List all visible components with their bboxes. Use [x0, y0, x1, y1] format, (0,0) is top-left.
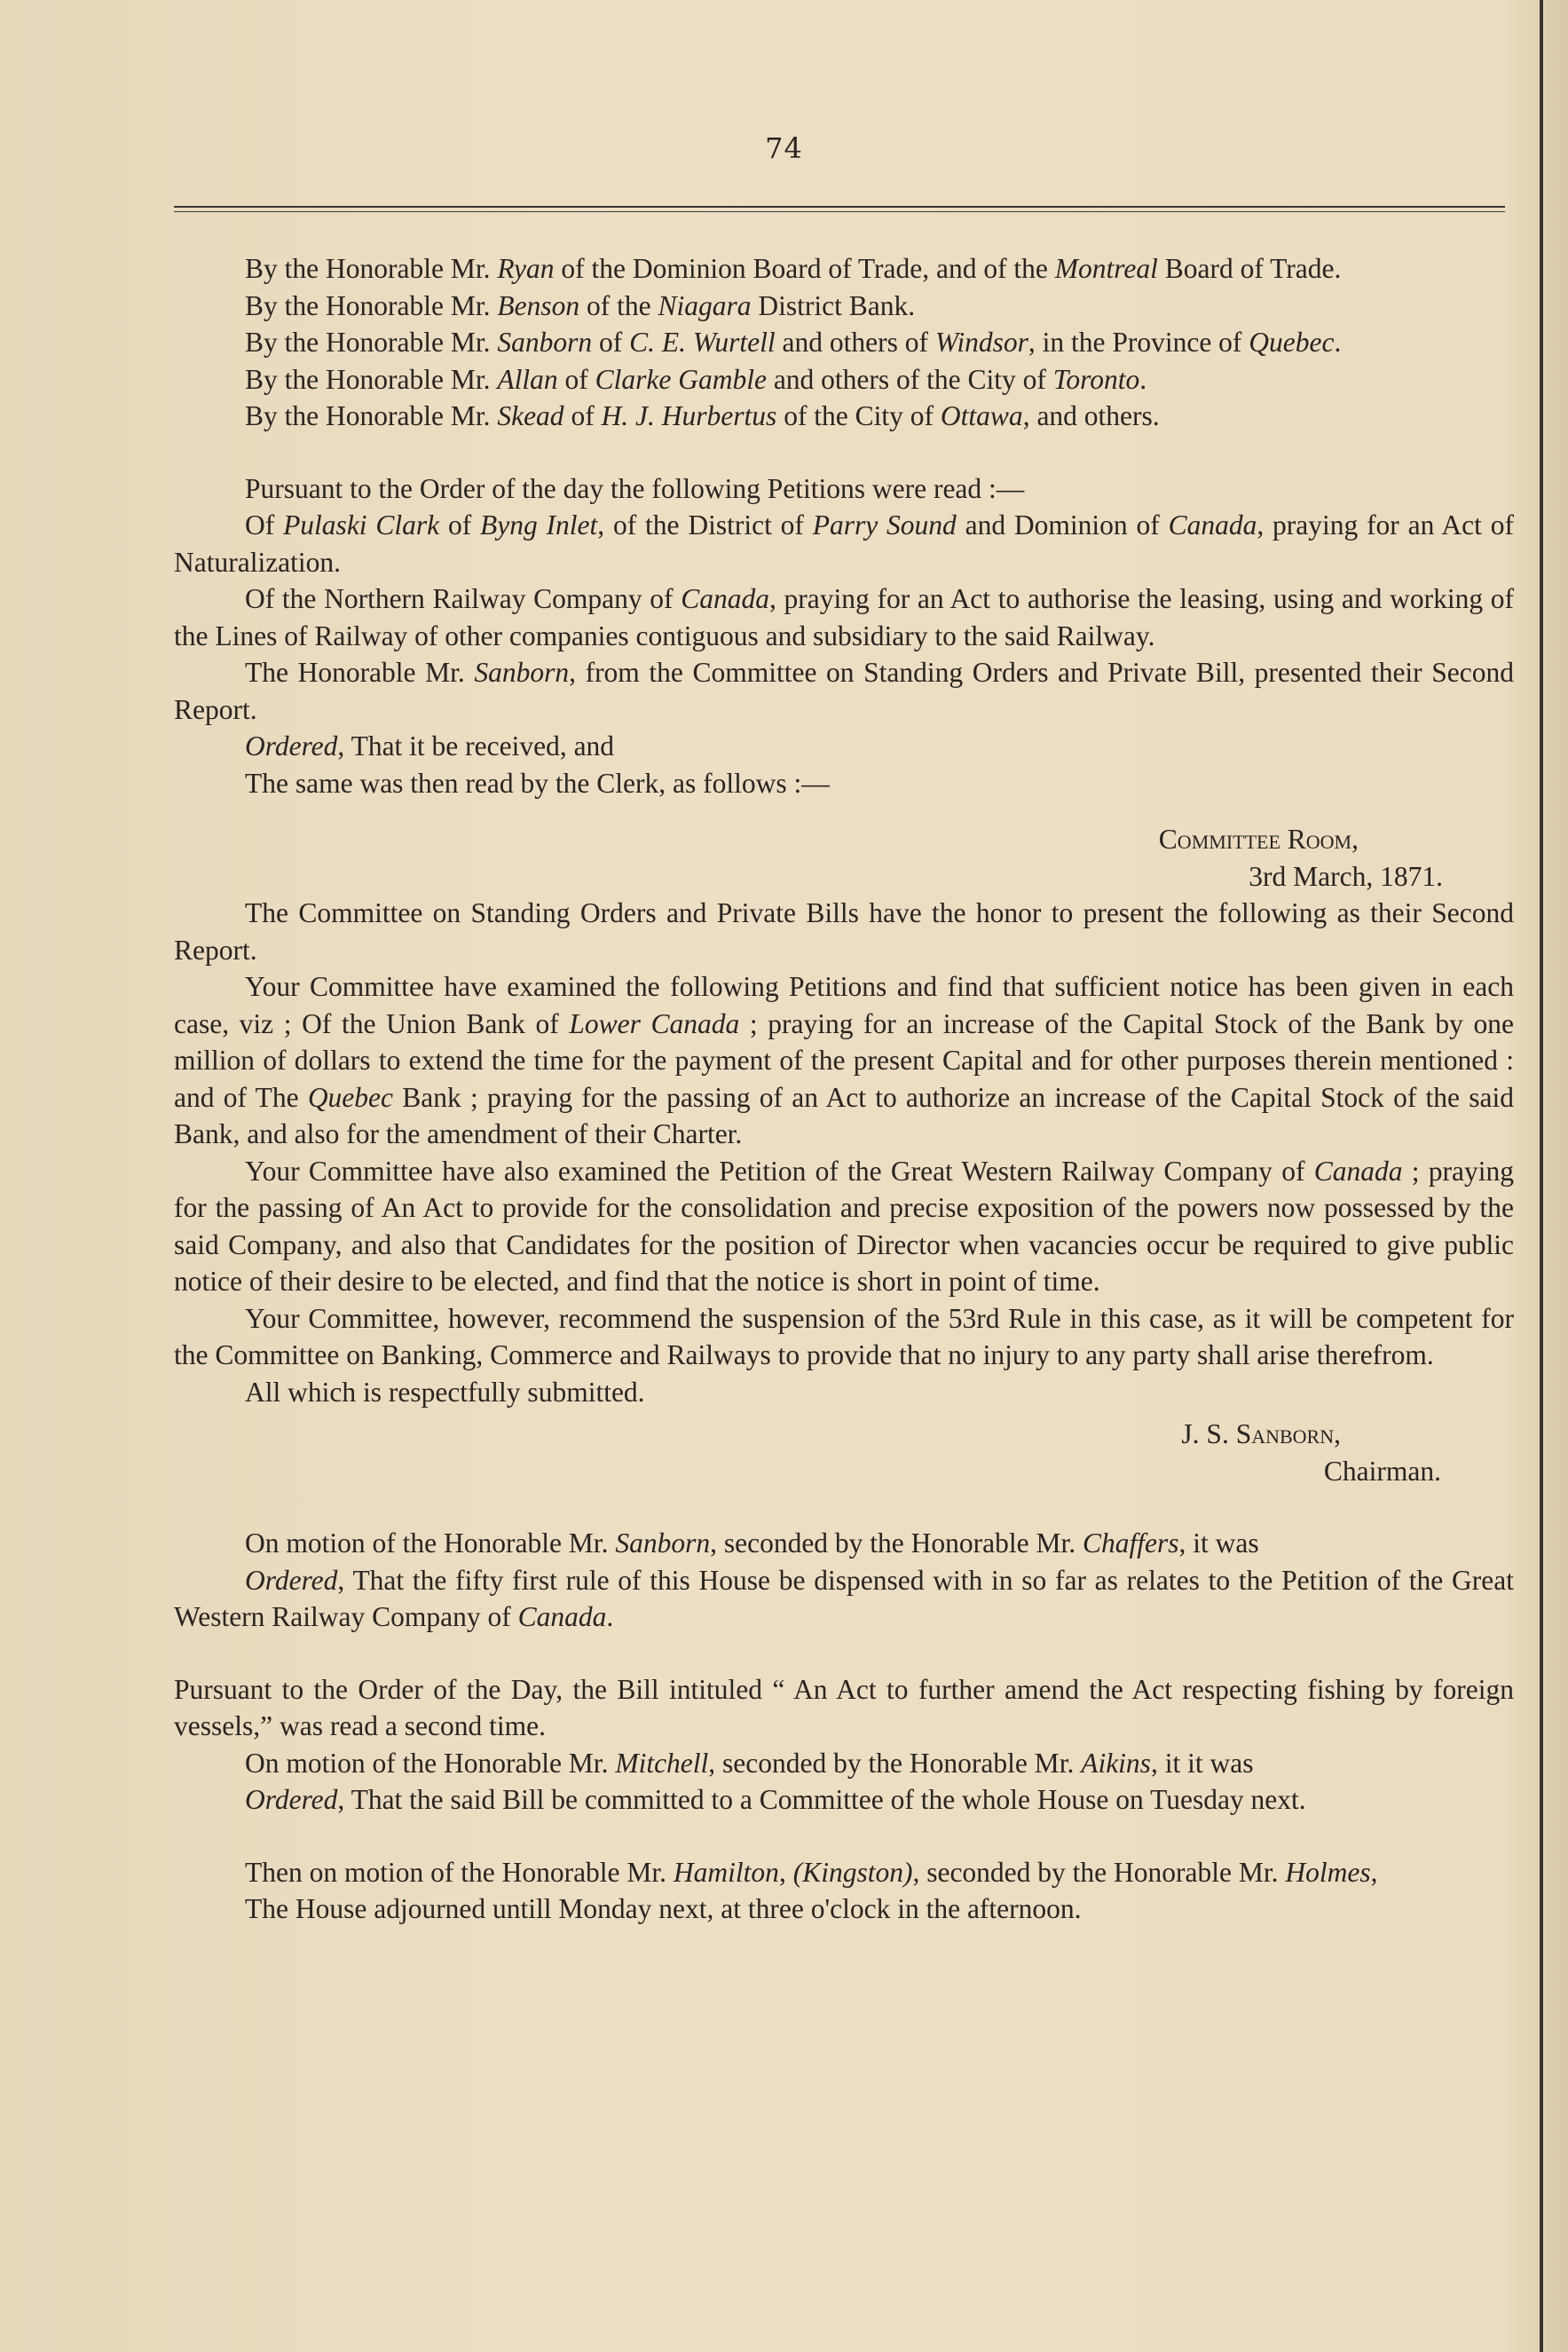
- journal-body: [174, 250, 1514, 1928]
- report-paragraph: Your Committee, however, recommend the suspension of the 53rd Rule in this case, as it will be competent for the Committee on Banking, Commerce and Railways to provide that no injury to any party shall arise therefrom.: [174, 1302, 1514, 1370]
- adjournment-paragraph: The House adjourned untill Monday next, at three o'clock in the afternoon.: [245, 1893, 1082, 1924]
- order-paragraph: Ordered, That the fifty first rule of this House be dispensed with in so far as relates to the Petition of the Great Western Railway Company of Canada.: [174, 1564, 1514, 1632]
- motion-paragraph: On motion of the Honorable Mr. Sanborn, seconded by the Honorable Mr. Chaffers, it was: [245, 1527, 1259, 1559]
- signature-name: J. S. Sanborn,: [1181, 1418, 1341, 1449]
- page-number: 74: [765, 131, 803, 165]
- report-closing: All which is respectfully submitted.: [245, 1376, 645, 1408]
- header-rule: [174, 206, 1505, 212]
- report-paragraph: Your Committee have examined the following Petitions and find that sufficient notice has been given in each case, viz ; Of the Union Bank of Lower Canada ; praying for an increase of the Capital Stock of the Bank by one million of dollars to extend the time for the payment of the present Capital and for other purposes therein mentioned : and of The Quebec Bank ; praying for the passing of an Act to authorize an increase of the Capital Stock of the said Bank, and also for the amendment of their Charter.: [174, 971, 1515, 1149]
- order-of-day-paragraph: Pursuant to the Order of the day the following Petitions were read :—: [245, 472, 1025, 504]
- adjournment-motion: Then on motion of the Honorable Mr. Hamilton, (Kingston), seconded by the Honorable Mr. Holmes,: [245, 1856, 1378, 1888]
- petition-read: Of the Northern Railway Company of Canada, praying for an Act to authorise the leasing, using and working of the Lines of Railway of other companies contiguous and subsidiary to the said Railway.: [174, 583, 1514, 651]
- report-paragraph: The Committee on Standing Orders and Private Bills have the honor to present the following as their Second Report.: [174, 897, 1514, 966]
- order-paragraph: Ordered, That the said Bill be committed to a Committee of the whole House on Tuesday next.: [245, 1784, 1306, 1815]
- motion-paragraph: On motion of the Honorable Mr. Mitchell, seconded by the Honorable Mr. Aikins, it it was: [245, 1747, 1254, 1779]
- signature-title: Chairman.: [1323, 1455, 1441, 1487]
- report-paragraph: Your Committee have also examined the Petition of the Great Western Railway Company of Canada ; praying for the passing of An Act to provide for the consolidation and precise exposition of the powers now possessed by the said Company, and also that Candidates for the position of Director when vacancies occur be required to give public notice of their desire to be elected, and find that the notice is short in point of time.: [174, 1155, 1514, 1297]
- bill-reading-paragraph: Pursuant to the Order of the Day, the Bill intituled “ An Act to further amend the Act respecting fishing by foreign vessels,” was read a second time.: [174, 1673, 1514, 1741]
- report-location: Committee Room,: [1158, 824, 1359, 855]
- order-received: Ordered, That it be received, and: [245, 730, 615, 762]
- petition-entry: By the Honorable Mr. Allan of Clarke Gamble and others of the City of Toronto.: [245, 363, 1147, 395]
- report-presented: The Honorable Mr. Sanborn, from the Committee on Standing Orders and Private Bill, presented their Second Report.: [174, 657, 1514, 725]
- petition-entry: By the Honorable Mr. Benson of the Niagara District Bank.: [245, 289, 916, 321]
- binding-edge: [1540, 0, 1543, 2352]
- report-read: The same was then read by the Clerk, as follows :—: [245, 767, 830, 799]
- petition-entry: By the Honorable Mr. Skead of H. J. Hurbertus of the City of Ottawa, and others.: [245, 400, 1160, 431]
- petition-read: Of Pulaski Clark of Byng Inlet, of the District of Parry Sound and Dominion of Canada, praying for an Act of Naturalization.: [174, 509, 1514, 578]
- petition-entry: By the Honorable Mr. Sanborn of C. E. Wurtell and others of Windsor, in the Province of Quebec.: [245, 327, 1342, 358]
- report-date: 3rd March, 1871.: [1249, 860, 1443, 892]
- petition-entry: By the Honorable Mr. Ryan of the Dominion Board of Trade, and of the Montreal Board of Trade.: [245, 253, 1342, 284]
